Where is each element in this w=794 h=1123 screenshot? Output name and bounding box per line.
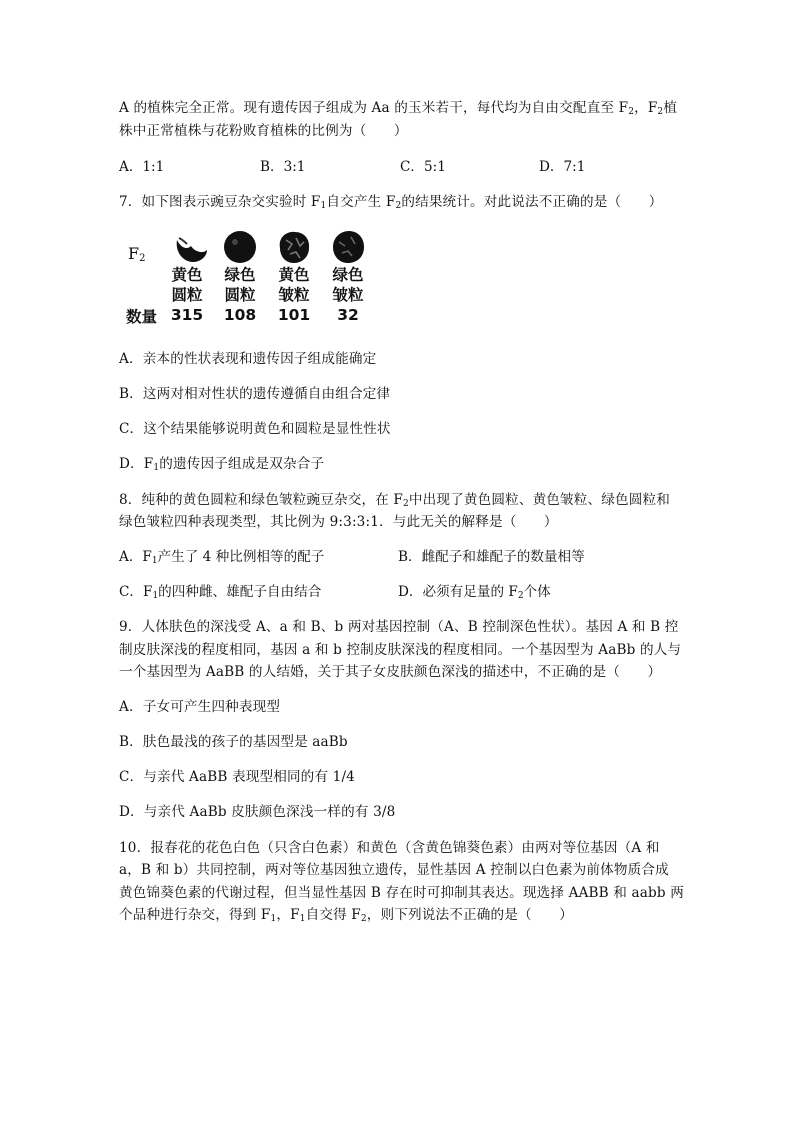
pea-cross-figure [124, 228, 374, 330]
q7-option-d: D．$F_1$的遗传因子组成是双杂合子 [119, 456, 325, 473]
quantity-row-label: 数量 [126, 308, 158, 326]
q9-stem-line-3: 一个基因型为 AaBB 的人结婚，关于其子女皮肤颜色深浅的描述中，不正确的是（ ） [119, 664, 662, 680]
q10-stem-line-2: a，B 和 b）共同控制，两对等位基因独立遗传，显性基因 A 控制以白色素为前体物质合成 [119, 862, 669, 878]
count-yellow-wrinkled: 101 [277, 306, 311, 324]
q9-stem-line-1: 9．人体肤色的深浅受 A、a 和 B、b 两对基因控制（A、B 控制深色性状）。基因 A 和 B 控 [119, 619, 679, 635]
q6-stem-line-1: A 的植株完全正常。现有遗传因子组成为 Aa 的玉米若干，每代均为自由交配直至 $F_2$，$F_2$植 [119, 100, 678, 117]
q8-stem-line-2: 绿色皱粒四种表现类型，其比例为 9:3:3:1．与此无关的解释是（ ） [119, 514, 558, 530]
count-yellow-round: 315 [170, 306, 204, 324]
column-yellow-wrinkled: 黄色 皱粒 101 [272, 268, 316, 324]
count-green-round: 108 [223, 306, 257, 324]
q9-stem-line-2: 制皮肤深浅的程度相同，基因 a 和 b 控制皮肤深浅的程度相同。一个基因型为 AaBb 的人与 [119, 642, 682, 658]
q7-option-c: C．这个结果能够说明黄色和圆粒是显性性状 [119, 421, 391, 437]
q9-option-c: C．与亲代 AaBB 表现型相同的有 1/4 [119, 769, 355, 785]
q8-option-a: A．$F_1$产生了 4 种比例相等的配子 [119, 549, 325, 566]
column-yellow-round: 黄色 圆粒 315 [165, 268, 209, 324]
green-wrinkled-pea-icon [328, 228, 368, 266]
q8-option-c: C．$F_1$的四种雌、雄配子自由结合 [119, 584, 322, 601]
q9-option-a: A．子女可产生四种表现型 [119, 699, 281, 715]
generation-label: $F_2$ [128, 244, 146, 264]
column-green-round: 绿色 圆粒 108 [218, 268, 262, 324]
q8-stem-line-1: 8．纯种的黄色圆粒和绿色皱粒豌豆杂交，在 $F_2$中出现了黄色圆粒、黄色皱粒、绿色圆粒和 [119, 492, 671, 509]
yellow-round-pea-icon [169, 230, 209, 266]
q7-option-b: B．这两对相对性状的遗传遵循自由组合定律 [119, 386, 391, 402]
q6-option-c: C．5:1 [400, 159, 446, 175]
q10-stem-line-1: 10．报春花的花色白色（只含白色素）和黄色（含黄色锦葵色素）由两对等位基因（A 和 [119, 840, 660, 856]
count-green-wrinkled: 32 [337, 306, 359, 324]
q10-stem-line-3: 黄色锦葵色素的代谢过程，但当显性基因 B 存在时可抑制其表达。现选择 AABB 和 aabb 两 [119, 885, 684, 901]
q10-stem-line-4: 个品种进行杂交，得到 $F_1$，$F_1$自交得 $F_2$，则下列说法不正确的是（ ） [119, 907, 573, 924]
q9-option-b: B．肤色最浅的孩子的基因型是 aaBb [119, 734, 348, 750]
q7-stem: 7．如下图表示豌豆杂交实验时 $F_1$自交产生 $F_2$的结果统计。对此说法不正确的是（ ） [119, 194, 663, 211]
q6-stem-line-2: 株中正常植株与花粉败育植株的比例为（ ） [119, 123, 408, 139]
q6-option-d: D．7:1 [539, 159, 586, 175]
column-green-wrinkled: 绿色 皱粒 32 [326, 268, 370, 324]
q8-option-d: D．必须有足量的 $F_2$个体 [398, 584, 551, 601]
q8-option-b: B．雌配子和雄配子的数量相等 [398, 549, 585, 565]
q9-option-d: D．与亲代 AaBb 皮肤颜色深浅一样的有 3/8 [119, 804, 396, 820]
q7-option-a: A．亲本的性状表现和遗传因子组成能确定 [119, 351, 377, 367]
q6-option-b: B．3:1 [260, 159, 306, 175]
yellow-wrinkled-pea-icon [274, 228, 314, 266]
q6-option-a: A．1:1 [119, 159, 165, 175]
green-round-pea-icon [220, 228, 260, 266]
